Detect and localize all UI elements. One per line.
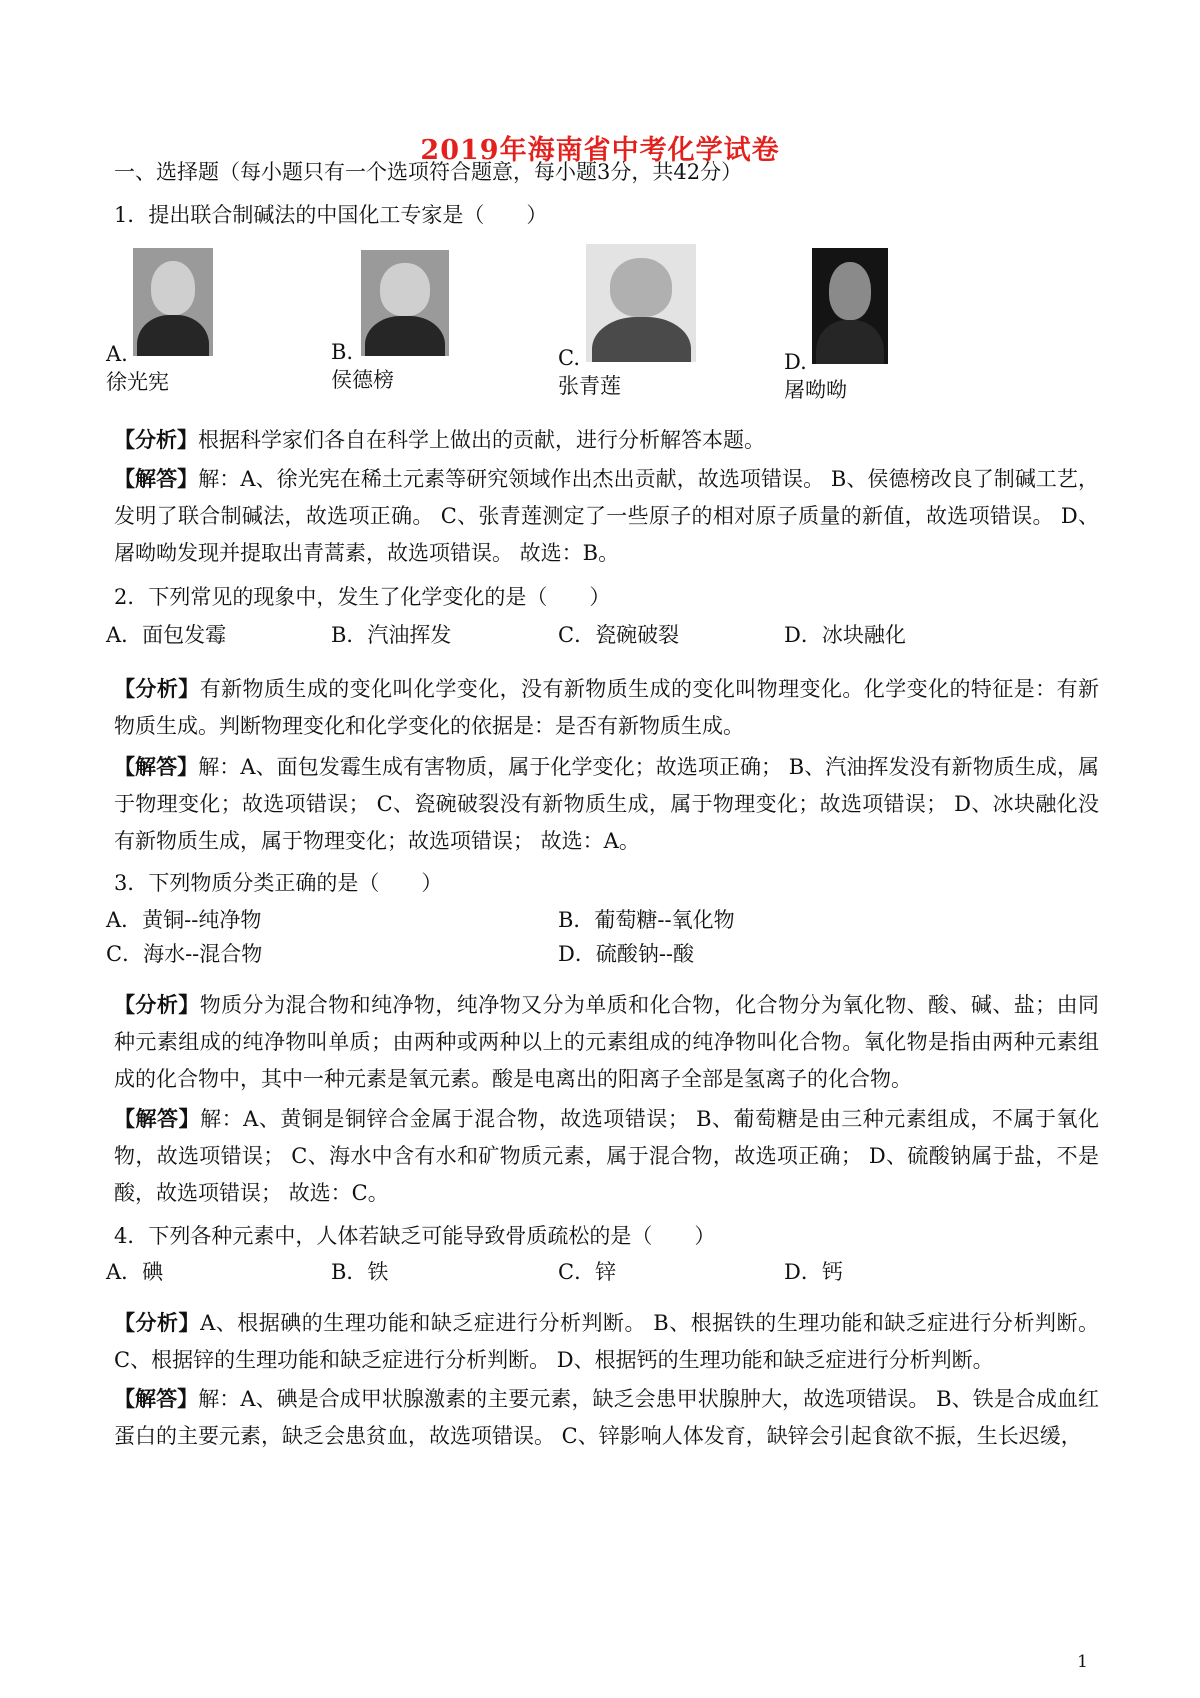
page-number: 1 [1077, 1652, 1088, 1672]
portrait-photo-b [361, 250, 449, 356]
option-b-name: 侯德榜 [331, 368, 394, 392]
q3-option-c: C．海水--混合物 [106, 942, 263, 966]
question-2-stem: 2．下列常见的现象中，发生了化学变化的是（ ） [114, 585, 611, 609]
option-b-letter: B. [331, 340, 354, 364]
q3-option-a: A．黄铜--纯净物 [106, 908, 262, 932]
answer-label: 【解答】 [114, 466, 199, 491]
option-a-name: 徐光宪 [106, 370, 169, 394]
question-4-stem: 4．下列各种元素中，人体若缺乏可能导致骨质疏松的是（ ） [114, 1224, 716, 1248]
analysis-label: 【分析】 [114, 992, 200, 1017]
analysis-text: 根据科学家们各自在科学上做出的贡献，进行分析解答本题。 [198, 428, 765, 452]
q2-option-a: A．面包发霉 [106, 623, 227, 647]
analysis-text: 有新物质生成的变化叫化学变化，没有新物质生成的变化叫物理变化。化学变化的特征是：有新物质生成。判断物理变化和化学变化的依据是：是否有新物质生成。 [114, 677, 1100, 738]
question-4-answer [114, 1380, 1099, 1455]
question-4-analysis [114, 1304, 1099, 1379]
page-title: 2019年海南省中考化学试卷 [420, 135, 780, 166]
option-d-name: 屠呦呦 [784, 378, 847, 402]
analysis-text: A、根据碘的生理功能和缺乏症进行分析判断。 B、根据铁的生理功能和缺乏症进行分析判断。 C、根据锌的生理功能和缺乏症进行分析判断。 D、根据钙的生理功能和缺乏症进行分析判断。 [114, 1311, 1099, 1372]
answer-text: 解：A、碘是合成甲状腺激素的主要元素，缺乏会患甲状腺肿大，故选项错误。 B、铁是合成血红蛋白的主要元素，缺乏会患贫血，故选项错误。 C、锌影响人体发育，缺锌会引起食欲不振，生长迟缓， [114, 1387, 1099, 1448]
answer-label: 【解答】 [114, 1106, 201, 1131]
question-3-stem: 3．下列物质分类正确的是（ ） [114, 871, 443, 895]
q3-option-b: B．葡萄糖--氧化物 [558, 908, 735, 932]
q4-option-c: C．锌 [558, 1260, 617, 1284]
q4-option-d: D．钙 [784, 1260, 843, 1284]
analysis-label: 【分析】 [114, 1310, 201, 1335]
q2-option-d: D．冰块融化 [784, 623, 906, 647]
analysis-text: 物质分为混合物和纯净物，纯净物又分为单质和化合物，化合物分为氧化物、酸、碱、盐；由同种元素组成的纯净物叫单质；由两种或两种以上的元素组成的纯净物叫化合物。氧化物是指由两种元素组成的化合物中，其中一种元素是氧元素。酸是电离出的阳离子全部是氢离子的化合物。 [114, 993, 1100, 1091]
q3-option-d: D．硫酸钠--酸 [558, 942, 695, 966]
q4-option-b: B．铁 [331, 1260, 389, 1284]
answer-label: 【解答】 [114, 1386, 199, 1411]
section-heading: 一、选择题（每小题只有一个选项符合题意，每小题3分，共42分） [114, 160, 743, 184]
q4-option-a: A．碘 [106, 1260, 164, 1284]
question-2-answer [114, 748, 1099, 860]
answer-text: 解：A、黄铜是铜锌合金属于混合物，故选项错误； B、葡萄糖是由三种元素组成，不属于氧化物，故选项错误； C、海水中含有水和矿物质元素，属于混合物，故选项正确； D、硫酸钠属于盐，不是酸，故选项错误； 故选：C。 [114, 1107, 1099, 1205]
answer-label: 【解答】 [114, 754, 199, 779]
option-a-letter: A. [106, 342, 128, 366]
analysis-label: 【分析】 [114, 676, 200, 701]
option-c-name: 张青莲 [558, 374, 621, 398]
option-d-letter: D. [784, 350, 807, 374]
portrait-photo-a [133, 248, 213, 356]
portrait-photo-c [586, 244, 696, 362]
question-1-stem: 1．提出联合制碱法的中国化工专家是（ ） [114, 203, 548, 227]
answer-text: 解：A、徐光宪在稀土元素等研究领域作出杰出贡献，故选项错误。 B、侯德榜改良了制碱工艺，发明了联合制碱法，故选项正确。 C、张青莲测定了一些原子的相对原子质量的新值，故选项错误。 D、屠呦呦发现并提取出青蒿素，故选项错误。 故选：B。 [114, 467, 1099, 565]
option-c-letter: C. [558, 346, 580, 370]
question-1-answer [114, 460, 1099, 572]
question-1-analysis [114, 421, 1099, 459]
question-3-answer [114, 1100, 1099, 1212]
question-2-analysis [114, 670, 1099, 745]
answer-text: 解：A、面包发霉生成有害物质，属于化学变化；故选项正确； B、汽油挥发没有新物质生成，属于物理变化；故选项错误； C、瓷碗破裂没有新物质生成，属于物理变化；故选项错误； D、冰块融化没有新物质生成，属于物理变化；故选项错误； 故选：A。 [114, 755, 1100, 853]
q2-option-c: C．瓷碗破裂 [558, 623, 680, 647]
q2-option-b: B．汽油挥发 [331, 623, 452, 647]
portrait-photo-d [812, 248, 888, 364]
question-3-analysis [114, 986, 1099, 1098]
analysis-label: 【分析】 [114, 427, 198, 452]
